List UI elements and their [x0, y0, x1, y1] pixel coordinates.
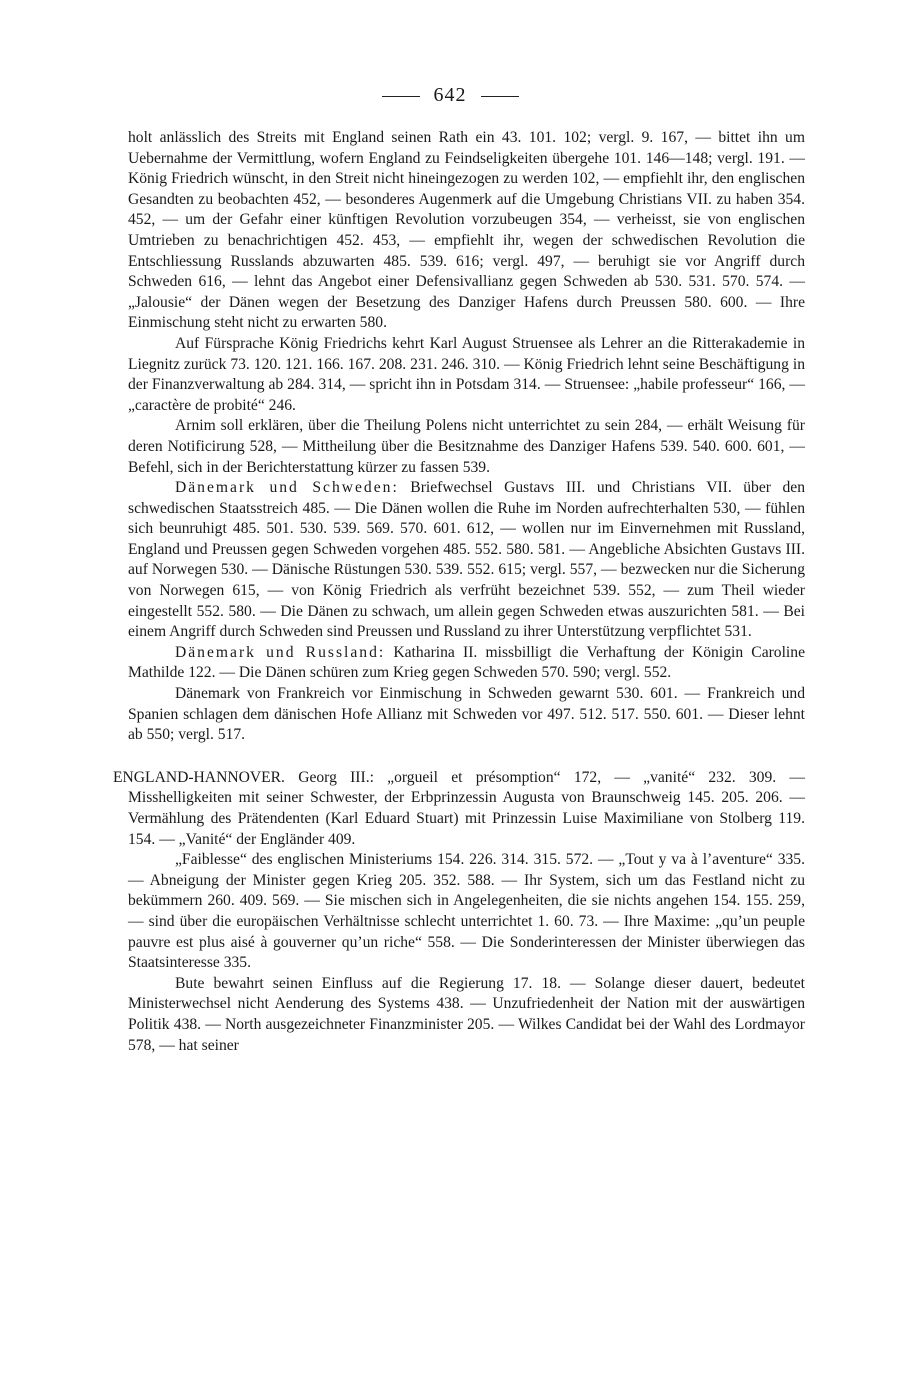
index-paragraph	[128, 478, 805, 643]
paragraph-text: Georg III.: „orgueil et présomption“ 172, — „vanité“ 232. 309. — Misshelligkeiten mit seiner Schwester, der Erbprinzessin Augusta von Braunschweig 145. 205. 206. — Vermählung des Prätendenten (Karl Eduard Stuart) mit Prinzessin Luise Maximiliane von Stolberg 119. 154. — „Vanité“ der Engländer 409.	[128, 768, 805, 848]
index-paragraph	[128, 128, 805, 334]
paragraph-text: Bute bewahrt seinen Einfluss auf die Regierung 17. 18. — Solange dieser dauert, bedeutet Ministerwechsel nicht Aenderung des Systems 438. — Unzufriedenheit der Nation mit der auswärtigen Politik 438. — North ausgezeichneter Finanzminister 205. — Wilkes Candidat bei der Wahl des Lordmayor 578, — hat seiner	[128, 974, 805, 1054]
paragraph-lead: Dänemark und Russland:	[175, 643, 386, 661]
paragraph-text: holt anlässlich des Streits mit England seinen Rath ein 43. 101. 102; vergl. 9. 167, — bittet ihn um Uebernahme der Vermittlung, wofern England zu Feindseligkeiten übergehe 101. 146—148; vergl. 191. — König Friedrich wünscht, in den Streit nicht hineingezogen zu werden 102, — empfiehlt ihr, den englischen Gesandten zu beobachten 452, — besonderes Augenmerk auf die Umgebung Christians VII. zu haben 354. 452, — um der Gefahr einer künftigen Revolution vorzubeugen 354, — verheisst, sie von englischen Umtrieben zu benachrichtigen 452. 453, — empfiehlt ihr, wegen der schwedischen Revolution die Entschliessung Russlands abzuwarten 485. 539. 616; vergl. 497, — beruhigt sie vor Angriff durch Schweden 616, — lehnt das Angebot einer Defensivallianz gegen Schweden ab 530. 531. 570. 574. — „Jalousie“ der Dänen wegen der Besetzung des Danziger Hafens durch Preussen 580. 600. — Ihre Einmischung steht nicht zu erwarten 580.	[128, 129, 805, 332]
paragraph-lead: Dänemark und Schweden:	[175, 479, 399, 497]
index-paragraph	[128, 850, 805, 974]
paragraph-text: Arnim soll erklären, über die Theilung Polens nicht unterrichtet zu sein 284, — erhält Weisung für deren Notificirung 528, — Mittheilung über die Besitznahme des Danziger Hafens 539. 540. 600. 601, — Befehl, sich in der Berichterstattung kürzer zu fassen 539.	[128, 417, 805, 476]
index-paragraph	[128, 334, 805, 416]
paragraph-text: Auf Fürsprache König Friedrichs kehrt Karl August Struensee als Lehrer an die Ritterakademie in Liegnitz zurück 73. 120. 121. 166. 167. 208. 231. 246. 310. — König Friedrich lehnt seine Beschäftigung in der Finanzverwaltung ab 284. 314, — spricht ihn in Potsdam 314. — Struensee: „habile professeur“ 166, — „caractère de probité“ 246.	[128, 334, 805, 414]
page-number: 642	[433, 84, 467, 106]
section-heading: ENGLAND-HANNOVER.	[113, 768, 285, 786]
paragraph-text: „Faiblesse“ des englischen Ministeriums 154. 226. 314. 315. 572. — „Tout y va à l’aventure“ 335. — Abneigung der Minister gegen Krieg 205. 352. 588. — Ihr System, sich um das Festland nicht zu bekümmern 260. 409. 569. — Sie mischen sich in Angelegenheiten, die sie nichts angehen 154. 155. 259, — sind über die europäischen Verhältnisse schlecht unterrichtet 1. 60. 73. — Ihre Maxime: „qu’un peuple pauvre est plus aisé à gouverner qu’un riche“ 558. — Die Sonderinteressen der Minister überwiegen das Staatsinteresse 335.	[128, 851, 805, 972]
paragraph-text: Dänemark von Frankreich vor Einmischung in Schweden gewarnt 530. 601. — Frankreich und Spanien schlagen dem dänischen Hofe Allianz mit Schweden vor 497. 512. 517. 550. 601. — Dieser lehnt ab 550; vergl. 517.	[128, 685, 805, 744]
paragraph-text: Briefwechsel Gustavs III. und Christians VII. über den schwedischen Staatsstreich 485. — Die Dänen wollen die Ruhe im Norden aufrechterhalten 530, — fühlen sich beunruhigt 485. 501. 530. 539. 569. 570. 601. 612, — wollen nur im Einvernehmen mit Russland, England und Preussen gegen Schweden vorgehen 485. 552. 580. 581. — Angebliche Absichten Gustavs III. auf Norwegen 530. — Dänische Rüstungen 530. 539. 552. 615; vergl. 557, — bezwecken nur die Sicherung von Norwegen 615, — von König Friedrich als verfrüht bezeichnet 539. 552, — zum Theil wieder eingestellt 552. 580. — Die Dänen zu schwach, um allein gegen Schweden etwas auszurichten 581. — Bei einem Angriff durch Schweden sind Preussen und Russland zu ihrer Unterstützung verpflichtet 531.	[128, 479, 805, 641]
page-number-header	[0, 84, 900, 107]
page-number-rule-left	[382, 96, 420, 97]
index-paragraph	[128, 684, 805, 746]
index-heading-paragraph	[113, 768, 805, 850]
index-paragraph	[128, 643, 805, 684]
index-paragraph	[128, 974, 805, 1056]
index-text-body	[113, 128, 805, 1056]
page-number-rule-right	[481, 96, 519, 97]
paragraph-text: Katharina II. missbilligt die Verhaftung der Königin Caroline Mathilde 122. — Die Dänen schüren zum Krieg gegen Schweden 570. 590; vergl. 552.	[128, 643, 805, 682]
index-paragraph	[128, 416, 805, 478]
